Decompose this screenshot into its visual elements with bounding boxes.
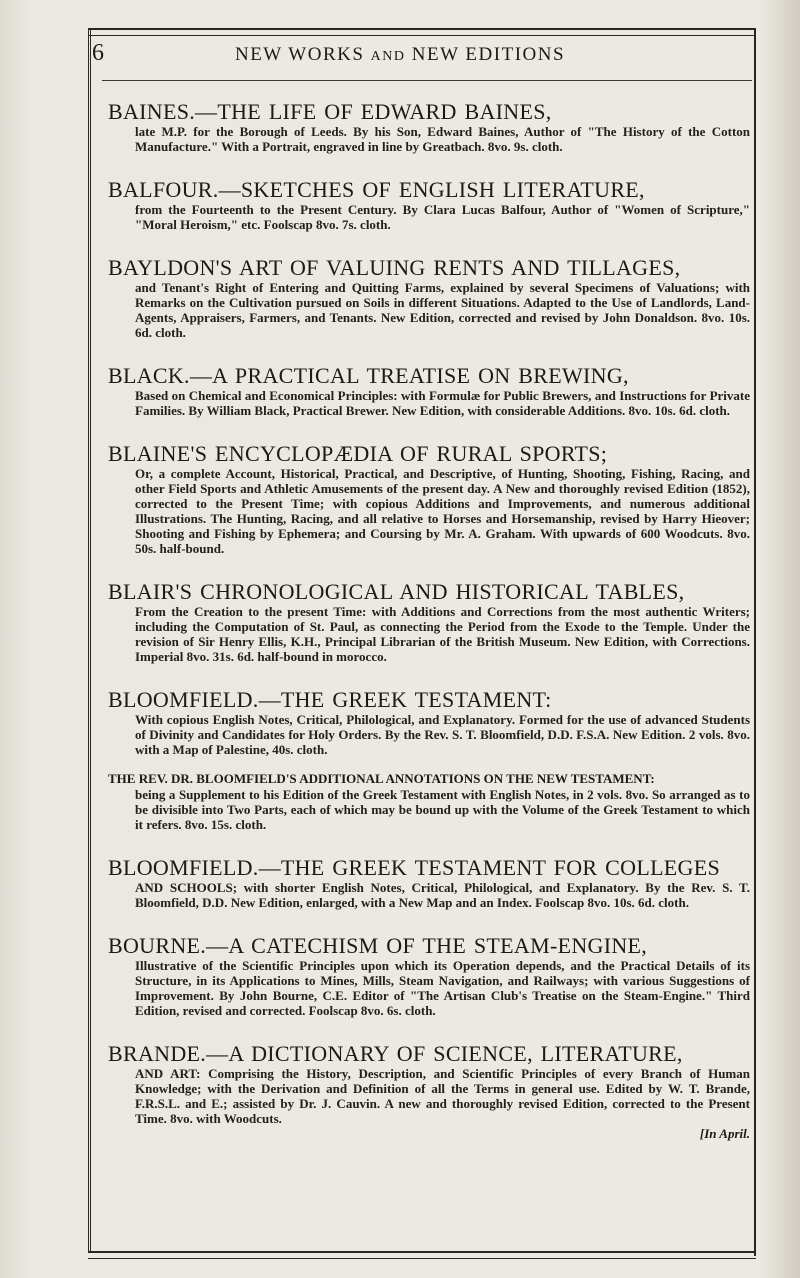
entry-description: Based on Chemical and Economical Principles: with Formulæ for Public Brewers, and Instructions for Private Families. By William Black, Practical Brewer. New Edition, with considerable Additions. 8vo. 10s. 6d. cloth.	[135, 388, 750, 418]
entry-description: Illustrative of the Scientific Principles upon which its Operation depends, and the Practical Details of its Structure, in its Applications to Mines, Mills, Steam Navigation, and Railways; with various Suggestions of Improvement. By John Bourne, C.E. Editor of "The Artisan Club's Treatise on the Steam-Engine." Third Edition, revised and corrected. Foolscap 8vo. 6s. cloth.	[135, 958, 750, 1018]
entry-description: AND ART: Comprising the History, Description, and Scientific Principles of every Branch of Human Knowledge; with the Derivation and Definition of all the Terms in general use. Edited by W. T. Brande, F.R.S.L. and E.; assisted by Dr. J. Cauvin. A new and thoroughly revised Edition, corrected to the Present Time. 8vo. with Woodcuts.	[135, 1066, 750, 1126]
entry-balfour	[108, 178, 750, 232]
sub-entry-description: being a Supplement to his Edition of the Greek Testament with English Notes, in 2 vols. 8vo. So arranged as to be divisible into Two Parts, each of which may be bound up with the Volume of the Greek Testament to which it refers. 8vo. 15s. cloth.	[135, 787, 750, 832]
entry-title: BLAIR'S CHRONOLOGICAL AND HISTORICAL TABLES,	[108, 579, 685, 604]
entry-title: BLAINE'S ENCYCLOPÆDIA OF RURAL SPORTS;	[108, 441, 608, 466]
entry-title: BLOOMFIELD.—THE GREEK TESTAMENT:	[108, 687, 552, 712]
entry-title: BAINES.—THE LIFE OF EDWARD BAINES,	[108, 99, 552, 124]
entry-title: BLACK.—A PRACTICAL TREATISE ON BREWING,	[108, 363, 629, 388]
running-head-and: AND	[370, 49, 406, 64]
running-head	[0, 44, 800, 66]
entry-title: BAYLDON'S ART OF VALUING RENTS AND TILLAGES,	[108, 255, 681, 280]
entry-description: and Tenant's Right of Entering and Quitting Farms, explained by several Specimens of Valuations; with Remarks on the Cultivation pursued on Soils in different Situations. Adapted to the Use of Landlords, Land-Agents, Appraisers, Farmers, and Tenants. New Edition, corrected and revised by John Donaldson. 8vo. 10s. 6d. cloth.	[135, 280, 750, 340]
entry-bourne	[108, 934, 750, 1018]
entry-list	[108, 92, 750, 1142]
entry-baines	[108, 100, 750, 154]
entry-title: BLOOMFIELD.—THE GREEK TESTAMENT FOR COLLEGES	[108, 855, 721, 880]
entry-title: BALFOUR.—SKETCHES OF ENGLISH LITERATURE,	[108, 177, 645, 202]
right-border-rule	[754, 28, 759, 1256]
entry-description: from the Fourteenth to the Present Century. By Clara Lucas Balfour, Author of "Women of Scripture," "Moral Heroism," etc. Foolscap 8vo. 7s. cloth.	[135, 202, 750, 232]
entry-description: From the Creation to the present Time: with Additions and Corrections from the most authentic Writers; including the Computation of St. Paul, as connecting the Period from the Exode to the Temple. Under the revision of Sir Henry Ellis, K.H., Principal Librarian of the British Museum. New Edition, with Corrections. Imperial 8vo. 31s. 6d. half-bound in morocco.	[135, 604, 750, 664]
entry-blaine	[108, 442, 750, 556]
sub-entry	[108, 771, 750, 832]
entry-brande	[108, 1042, 750, 1142]
header-rule	[102, 80, 752, 81]
entry-description: Or, a complete Account, Historical, Practical, and Descriptive, of Hunting, Shooting, Fishing, Racing, and other Field Sports and Athletic Amusements of the present day. A New and thoroughly revised Edition (1852), corrected to the Present Time; with copious Additions and Improvements, and numerous additional Illustrations. The Hunting, Racing, and all relative to Horses and Horsemanship, revised by Harry Hieover; Shooting and Fishing by Ephemera; and Coursing by Mr. A. Graham. With upwards of 600 Woodcuts. 8vo. 50s. half-bound.	[135, 466, 750, 556]
entry-bloomfield-greek-testament	[108, 688, 750, 832]
entry-black	[108, 364, 750, 418]
sub-entry-title: THE REV. DR. BLOOMFIELD'S ADDITIONAL ANNOTATIONS ON THE NEW TESTAMENT:	[108, 771, 655, 786]
entry-blair	[108, 580, 750, 664]
entry-title: BOURNE.—A CATECHISM OF THE STEAM-ENGINE,	[108, 933, 648, 958]
entry-description: With copious English Notes, Critical, Philological, and Explanatory. Formed for the use of advanced Students of Divinity and Candidates for Holy Orders. By the Rev. S. T. Bloomfield, D.D. F.S.A. New Edition. 2 vols. 8vo. with a Map of Palestine, 40s. cloth.	[135, 712, 750, 757]
entry-description: AND SCHOOLS; with shorter English Notes, Critical, Philological, and Explanatory. By the Rev. S. T. Bloomfield, D.D. New Edition, enlarged, with a New Map and an Index. Foolscap 8vo. 10s. 6d. cloth.	[135, 880, 750, 910]
entry-bayldon	[108, 256, 750, 340]
running-head-part-b: NEW EDITIONS	[411, 44, 566, 65]
entry-bloomfield-colleges	[108, 856, 750, 910]
entry-title: BRANDE.—A DICTIONARY OF SCIENCE, LITERATURE,	[108, 1041, 683, 1066]
bottom-border-rule	[88, 1251, 756, 1259]
running-head-part-a: NEW WORKS	[234, 44, 365, 65]
page-number: 6	[92, 40, 104, 66]
publication-note: [In April.	[699, 1126, 750, 1141]
entry-description: late M.P. for the Borough of Leeds. By his Son, Edward Baines, Author of "The History of the Cotton Manufacture." With a Portrait, engraved in line by Greatbach. 8vo. 9s. cloth.	[135, 124, 750, 154]
